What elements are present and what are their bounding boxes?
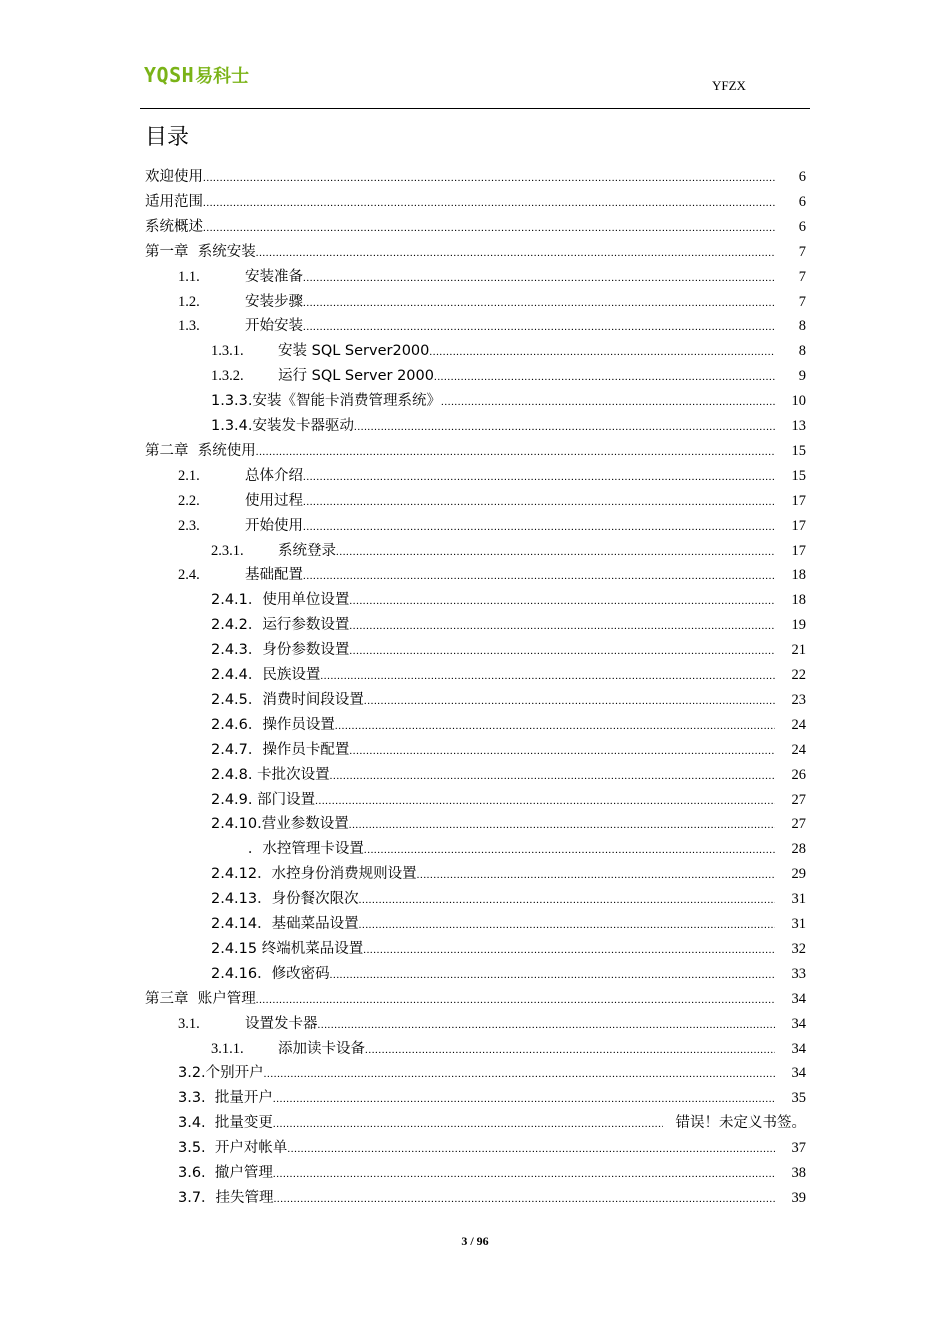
toc-entry-title: 2.4.8. 卡批次设置 xyxy=(211,766,330,783)
toc-entry-title: 使用过程 xyxy=(245,492,303,509)
toc-entry-title: 安装 SQL Server2000 xyxy=(278,343,430,360)
toc-entry-title: 添加读卡设备 xyxy=(278,1040,365,1057)
toc-dot-leader xyxy=(349,739,775,761)
toc-entry[interactable] xyxy=(211,838,806,860)
toc-entry[interactable] xyxy=(211,938,806,960)
toc-entry[interactable] xyxy=(145,216,806,238)
toc-dot-leader xyxy=(273,1112,663,1134)
toc-dot-leader xyxy=(330,963,775,985)
toc-entry[interactable] xyxy=(178,1162,806,1184)
toc-dot-leader xyxy=(349,614,775,636)
toc-entry[interactable] xyxy=(211,739,806,761)
toc-dot-leader xyxy=(364,838,775,860)
toc-entry-page: 7 xyxy=(798,268,806,285)
toc-entry[interactable] xyxy=(211,415,806,437)
toc-entry[interactable] xyxy=(211,789,806,811)
toc-entry-title: 2.4.12．水控身份消费规则设置 xyxy=(211,866,417,883)
toc-entry-page: 24 xyxy=(791,716,806,733)
toc-entry-title: 3.3. 批量开户 xyxy=(178,1090,273,1107)
toc-entry-title: 安装准备 xyxy=(245,268,303,285)
toc-entry-page: 8 xyxy=(798,318,806,335)
toc-entry-number: 2.2. xyxy=(178,492,200,509)
toc-dot-leader xyxy=(203,216,775,238)
toc-dot-leader xyxy=(303,266,775,288)
toc-entry-title: 适用范围 xyxy=(145,193,203,210)
toc-dot-leader xyxy=(203,191,775,213)
toc-entry-page: 23 xyxy=(791,691,806,708)
toc-entry-page: 22 xyxy=(791,667,806,683)
toc-dot-leader xyxy=(359,913,775,935)
toc-entry-page: 6 xyxy=(798,193,806,210)
toc-dot-leader xyxy=(359,888,775,910)
toc-entry[interactable] xyxy=(211,714,806,736)
toc-entry-number: 1.3. xyxy=(178,318,200,335)
toc-entry-title: 2.4.9. 部门设置 xyxy=(211,791,316,808)
toc-entry-title: 3.4. 批量变更 xyxy=(178,1115,273,1132)
toc-entry[interactable] xyxy=(211,813,806,835)
toc-entry-page: 31 xyxy=(791,891,806,908)
toc-dot-leader xyxy=(273,1087,775,1109)
toc-entry-page: 34 xyxy=(791,1065,806,1082)
toc-entry[interactable] xyxy=(145,988,806,1010)
toc-entry[interactable] xyxy=(211,764,806,786)
document-code: YFZX xyxy=(712,78,746,93)
toc-entry-title: ．水控管理卡设置 xyxy=(211,841,364,858)
toc-entry-title: 第二章 系统使用 xyxy=(145,442,256,459)
toc-entry-page: 34 xyxy=(791,990,806,1007)
toc-entry-title: 3.2.个别开户 xyxy=(178,1065,264,1082)
toc-entry-page: 28 xyxy=(791,841,806,858)
toc-entry-page: 18 xyxy=(791,567,806,584)
toc-entry[interactable] xyxy=(178,1187,806,1209)
toc-entry-title: 开始使用 xyxy=(245,517,303,534)
toc-entry-title: 安装步骤 xyxy=(245,293,303,310)
toc-entry-title: 2.4.3．身份参数设置 xyxy=(211,642,350,659)
toc-entry-title: 2.4.7．操作员卡配置 xyxy=(211,741,350,758)
toc-entry-page: 17 xyxy=(791,517,806,534)
toc-dot-leader xyxy=(434,365,775,387)
toc-dot-leader xyxy=(303,465,775,487)
toc-entry[interactable] xyxy=(211,1038,806,1060)
toc-dot-leader xyxy=(256,988,775,1010)
toc-entry[interactable] xyxy=(211,390,806,412)
toc-entry-title: 2.4.15 终端机菜品设置 xyxy=(211,940,364,957)
toc-dot-leader xyxy=(264,1062,775,1084)
toc-entry-page: 21 xyxy=(791,642,806,659)
toc-entry-title: 系统登录 xyxy=(278,542,336,559)
toc-entry[interactable] xyxy=(178,515,806,537)
toc-dot-leader xyxy=(318,1013,776,1035)
toc-entry-number: 1.2. xyxy=(178,293,200,310)
toc-entry-page: 34 xyxy=(791,1040,806,1057)
company-logo xyxy=(144,62,249,88)
toc-entry-page: 6 xyxy=(798,218,806,235)
toc-entry[interactable] xyxy=(178,291,806,313)
toc-entry-title: 2.4.16．修改密码 xyxy=(211,965,330,982)
toc-entry[interactable] xyxy=(145,166,806,188)
toc-entry-page: 6 xyxy=(798,169,806,185)
toc-entry-number: 3.1. xyxy=(178,1015,200,1032)
toc-entry-page: 38 xyxy=(791,1165,806,1181)
toc-entry-number: 2.3. xyxy=(178,517,200,534)
toc-entry-page: 37 xyxy=(791,1140,806,1157)
toc-dot-leader xyxy=(354,415,775,437)
toc-entry[interactable] xyxy=(211,863,806,885)
toc-entry-title: 2.4.6．操作员设置 xyxy=(211,716,335,733)
toc-entry-title: 设置发卡器 xyxy=(245,1015,318,1032)
toc-entry-title: 3.7．挂失管理 xyxy=(178,1189,274,1206)
toc-entry-title: 2.4.4．民族设置 xyxy=(211,667,321,683)
toc-entry-page: 13 xyxy=(791,418,806,434)
toc-dot-leader xyxy=(364,689,775,711)
toc-entry-title: 1.3.3.安装《智能卡消费管理系统》 xyxy=(211,393,442,410)
toc-dot-leader xyxy=(303,490,775,512)
toc-entry-title: 第一章 系统安装 xyxy=(145,243,256,260)
toc-entry[interactable] xyxy=(211,340,806,362)
toc-dot-leader xyxy=(256,440,775,462)
toc-dot-leader xyxy=(320,664,775,686)
toc-entry-title: 3.6. 撤户管理 xyxy=(178,1165,273,1181)
toc-entry[interactable] xyxy=(211,888,806,910)
toc-entry[interactable] xyxy=(211,589,806,611)
toc-entry-title: 2.4.14．基础菜品设置 xyxy=(211,916,359,932)
toc-entry[interactable] xyxy=(211,365,806,387)
toc-entry-page: 34 xyxy=(791,1015,806,1032)
toc-entry[interactable] xyxy=(145,191,806,213)
toc-entry[interactable] xyxy=(211,540,806,562)
toc-entry-page: 24 xyxy=(791,741,806,758)
toc-dot-leader xyxy=(303,564,775,586)
toc-entry-page: 33 xyxy=(791,965,806,982)
toc-entry-number: 3.1.1. xyxy=(211,1040,244,1057)
toc-entry-page: 27 xyxy=(791,791,806,808)
toc-entry[interactable] xyxy=(211,664,806,686)
toc-entry-title: 1.3.4.安装发卡器驱动 xyxy=(211,418,355,434)
toc-dot-leader xyxy=(363,938,775,960)
toc-dot-leader xyxy=(349,813,775,835)
toc-entry-page: 27 xyxy=(791,816,806,833)
toc-title: 目录 xyxy=(145,125,190,150)
toc-entry-page: 18 xyxy=(791,592,806,609)
toc-entry-title: 总体介绍 xyxy=(245,467,303,484)
toc-entry-page: 15 xyxy=(791,467,806,484)
toc-dot-leader xyxy=(303,515,775,537)
toc-entry-title: 2.4.2．运行参数设置 xyxy=(211,617,350,634)
toc-entry[interactable] xyxy=(211,913,806,935)
toc-entry-title: 2.4.13．身份餐次限次 xyxy=(211,891,359,908)
toc-entry[interactable] xyxy=(145,440,806,462)
toc-entry-title: 开始安装 xyxy=(245,318,303,335)
toc-entry-title: 运行 SQL Server 2000 xyxy=(278,368,434,385)
page-number: 3 / 96 xyxy=(461,1234,489,1248)
page-header xyxy=(0,0,950,112)
toc-entry-number: 1.3.1. xyxy=(211,343,244,360)
toc-entry-title: 2.4.10.营业参数设置 xyxy=(211,816,349,833)
toc-entry-number: 2.1. xyxy=(178,467,200,484)
toc-entry[interactable] xyxy=(211,614,806,636)
toc-entry[interactable] xyxy=(178,1062,806,1084)
toc-entry[interactable] xyxy=(178,1013,806,1035)
toc-entry-page: 26 xyxy=(791,766,806,783)
toc-entry-page: 35 xyxy=(791,1090,806,1107)
toc-entry[interactable] xyxy=(211,689,806,711)
toc-entry[interactable] xyxy=(178,315,806,337)
toc-dot-leader xyxy=(349,639,775,661)
toc-entry-page: 15 xyxy=(791,442,806,459)
toc-entry-page: 7 xyxy=(798,243,806,260)
toc-entry-page: 29 xyxy=(791,866,806,883)
toc-entry[interactable] xyxy=(211,639,806,661)
toc-entry-title: 基础配置 xyxy=(245,567,303,584)
toc-entry[interactable] xyxy=(178,266,806,288)
toc-entry-page: 39 xyxy=(791,1189,806,1206)
toc-entry[interactable] xyxy=(211,963,806,985)
toc-entry-page: 17 xyxy=(791,542,806,559)
toc-entry-page: 7 xyxy=(798,293,806,310)
toc-dot-leader xyxy=(429,340,775,362)
toc-entry-page: 31 xyxy=(791,916,806,932)
toc-dot-leader xyxy=(287,1137,775,1159)
toc-entry-page: 9 xyxy=(798,368,806,385)
toc-dot-leader xyxy=(336,540,775,562)
logo-latin-text: YQSH xyxy=(144,63,195,87)
toc-dot-leader xyxy=(203,166,775,188)
toc-entry-number: 2.3.1. xyxy=(211,542,244,559)
toc-entry-page: 10 xyxy=(791,393,806,410)
toc-entry-title: 2.4.1．使用单位设置 xyxy=(211,592,350,609)
toc-entry[interactable] xyxy=(178,1112,806,1134)
toc-entry-number: 1.1. xyxy=(178,268,200,285)
toc-entry[interactable] xyxy=(145,241,806,263)
toc-entry-number: 2.4. xyxy=(178,567,200,584)
toc-entry-page: 32 xyxy=(791,940,806,957)
toc-entry-title: 3.5. 开户对帐单 xyxy=(178,1140,288,1157)
toc-dot-leader xyxy=(417,863,775,885)
toc-entry-page: 17 xyxy=(791,492,806,509)
toc-dot-leader xyxy=(303,291,775,313)
toc-entry[interactable] xyxy=(178,1087,806,1109)
toc-dot-leader xyxy=(303,315,775,337)
toc-entry-title: 2.4.5．消费时间段设置 xyxy=(211,691,364,708)
toc-dot-leader xyxy=(274,1187,775,1209)
toc-dot-leader xyxy=(441,390,775,412)
logo-chinese-text: 易科士 xyxy=(195,66,250,87)
toc-dot-leader xyxy=(330,764,775,786)
toc-entry[interactable] xyxy=(178,1137,806,1159)
toc-entry[interactable] xyxy=(178,465,806,487)
toc-dot-leader xyxy=(256,241,775,263)
toc-entry-number: 1.3.2. xyxy=(211,368,244,385)
toc-dot-leader xyxy=(315,789,775,811)
toc-entry[interactable] xyxy=(178,564,806,586)
toc-entry[interactable] xyxy=(178,490,806,512)
toc-entry-title: 第三章 账户管理 xyxy=(145,990,256,1007)
toc-entry-page: 8 xyxy=(798,343,806,360)
header-divider xyxy=(140,108,810,109)
toc-dot-leader xyxy=(349,589,775,611)
toc-dot-leader xyxy=(273,1162,775,1184)
toc-dot-leader xyxy=(365,1038,775,1060)
toc-dot-leader xyxy=(335,714,775,736)
toc-entry-title: 系统概述 xyxy=(145,218,203,235)
toc-entry-page: 19 xyxy=(791,617,806,634)
toc-entry-title: 欢迎使用 xyxy=(145,169,203,185)
toc-entry-page: 错误！未定义书签。 xyxy=(675,1115,806,1132)
